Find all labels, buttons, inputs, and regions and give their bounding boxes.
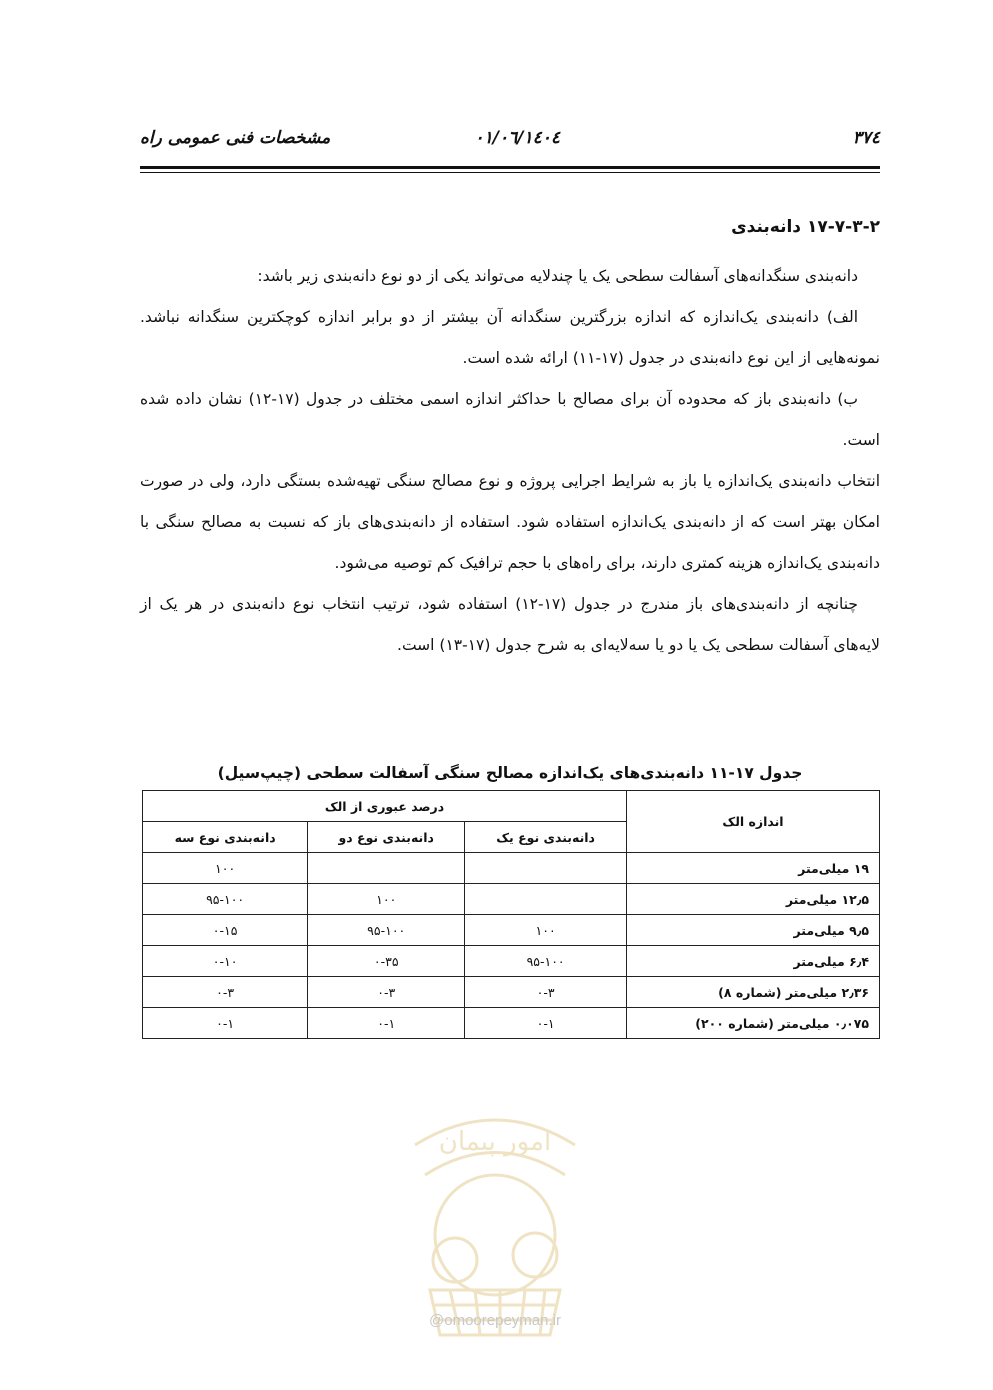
sieve-size-cell: ۲٫۳۶ میلی‌متر (شماره ۸) [627,977,880,1008]
table-row [143,884,880,915]
value-cell: ۹۵-۱۰۰ [308,915,465,946]
table-caption: جدول ۱۷-۱۱ دانه‌بندی‌های یک‌اندازه مصالح سنگی آسفالت سطحی (چیپ‌سیل) [217,764,803,782]
value-cell: ۰-۳۵ [308,946,465,977]
value-cell: ۰-۳ [465,977,627,1008]
section-title: ۱۷-۷-۳-۲ دانه‌بندی [731,217,880,237]
table-row [143,853,880,884]
sieve-size-cell: ۱۹ میلی‌متر [627,853,880,884]
col-type-two: دانه‌بندی نوع دو [308,822,465,853]
value-cell: ۱۰۰ [143,853,308,884]
value-cell [465,853,627,884]
header-date: ۱٤۰٤/۰٦/۰۱ [474,128,560,148]
paragraph-selection: انتخاب دانه‌بندی یک‌اندازه یا باز به شرایط اجرایی پروژه و نوع مصالح سنگی تهیه‌شده بستگی دارد، ولی در صورت امکان بهتر است که از دانه‌بندی یک‌اندازه استفاده شود. استفاده از دانه‌بندی‌های باز که نسبت به مصالح سنگی با دانه‌بندی یک‌اندازه هزینه کمتری دارند، برای راه‌های با حجم ترافیک کم توصیه می‌شود. [140,472,880,572]
header-rule-thin [140,172,880,173]
value-cell: ۱۰۰ [465,915,627,946]
table-row [143,977,880,1008]
table-row [143,915,880,946]
paragraph-intro: دانه‌بندی سنگدانه‌های آسفالت سطحی یک یا چندلایه می‌تواند یکی از دو نوع دانه‌بندی زیر باشد: [257,267,858,285]
sieve-size-cell: ۹٫۵ میلی‌متر [627,915,880,946]
header-title: مشخصات فنی عمومی راه [140,128,331,148]
value-cell: ۹۵-۱۰۰ [143,884,308,915]
value-cell: ۰-۱۵ [143,915,308,946]
col-sieve-size: اندازه الک [627,791,880,853]
sieve-size-cell: ۱۲٫۵ میلی‌متر [627,884,880,915]
paragraph-be: ب) دانه‌بندی باز که محدوده آن برای مصالح با حداکثر اندازه اسمی مختلف در جدول (۱۷-۱۲) نشان داده شده است. [140,390,880,449]
page-number: ۳۷٤ [852,128,880,148]
value-cell: ۰-۱۰ [143,946,308,977]
value-cell: ۰-۱ [465,1008,627,1039]
table-row [143,946,880,977]
gradation-table [142,790,880,1039]
value-cell [465,884,627,915]
page-header [140,128,880,154]
paragraph-alef: الف) دانه‌بندی یک‌اندازه که اندازه بزرگترین سنگدانه آن بیشتر از دو برابر اندازه کوچکترین سنگدانه نباشد. نمونه‌هایی از این نوع دانه‌بندی در جدول (۱۷-۱۱) ارائه شده است. [140,308,880,367]
col-group-passing: درصد عبوری از الک [143,791,627,822]
watermark-logo-text: امور پیمان [438,1127,552,1157]
header-rule-thick [140,166,880,169]
col-type-one: دانه‌بندی نوع یک [465,822,627,853]
table-row [143,1008,880,1039]
value-cell: ۰-۱ [143,1008,308,1039]
col-type-three: دانه‌بندی نوع سه [143,822,308,853]
value-cell: ۰-۳ [143,977,308,1008]
value-cell: ۹۵-۱۰۰ [465,946,627,977]
value-cell: ۱۰۰ [308,884,465,915]
value-cell [308,853,465,884]
value-cell: ۰-۱ [308,1008,465,1039]
watermark-site: @omoorepeyman.ir [429,1312,561,1329]
value-cell: ۰-۳ [308,977,465,1008]
sieve-size-cell: ۶٫۴ میلی‌متر [627,946,880,977]
sieve-size-cell: ۰٫۰۷۵ میلی‌متر (شماره ۲۰۰) [627,1008,880,1039]
section-content [140,212,880,666]
paragraph-open-grading: چنانچه از دانه‌بندی‌های باز مندرج در جدول (۱۷-۱۲) استفاده شود، ترتیب انتخاب نوع دانه‌بندی در هر یک از لایه‌های آسفالت سطحی یک یا دو یا سه‌لایه‌ای به شرح جدول (۱۷-۱۳) است. [140,595,880,654]
table-header-row [143,791,880,822]
